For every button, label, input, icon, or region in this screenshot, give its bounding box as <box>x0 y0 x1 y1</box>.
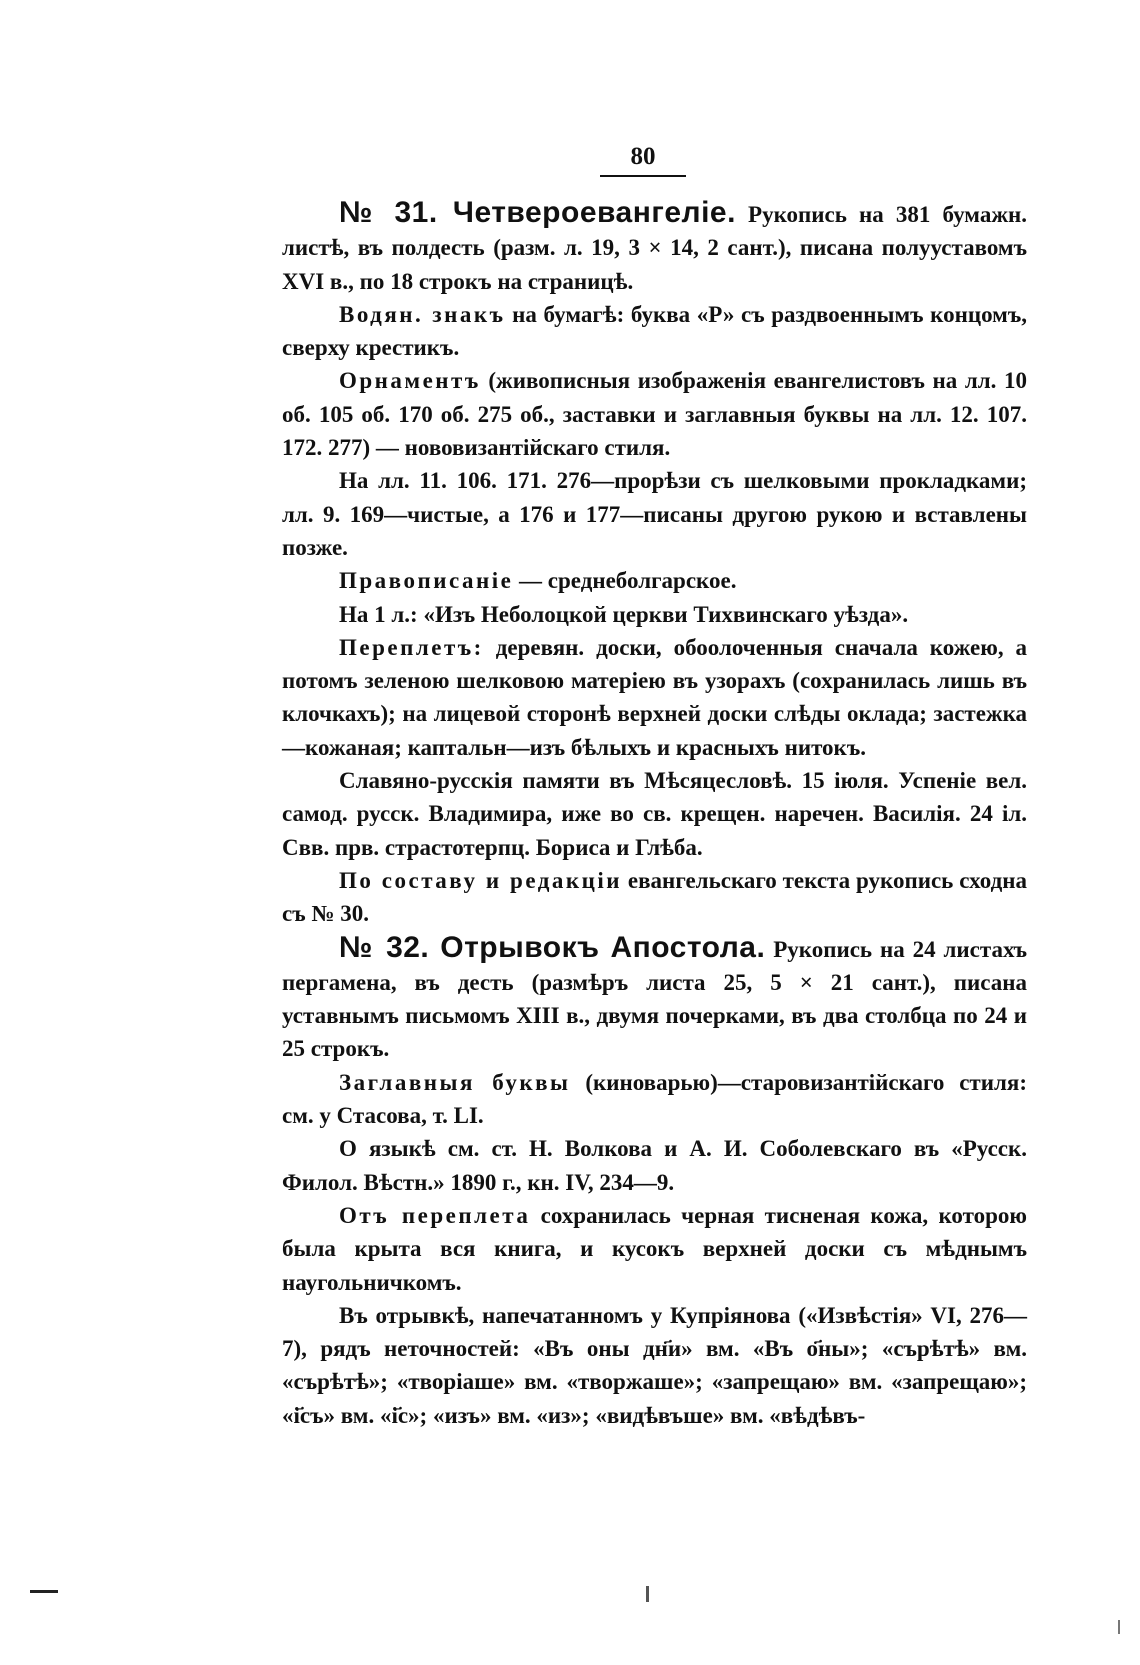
paragraph-lead: На лл. <box>339 468 410 494</box>
paragraph-lead: По составу и редакціи <box>339 867 623 893</box>
paragraph-lead: Заглавныя буквы <box>339 1069 571 1095</box>
entry-heading: № 31. Четвероевангеліе. <box>339 196 736 229</box>
paragraph-text: напечатанномъ у Купріянова («Извѣстія» VI, 276—7), рядъ неточностей: «Въ оны дн҃и» вм. «Въ о҃ны»; «сърѣтѣ» вм. «сърѣтѣ»; «творіаше» вм. «творжаше»; «запрещаю» вм. «запрещаю»; «і҃съ» вм. «і҃с»; «изъ» вм. «из»; «видѣвъше» вм. «вѣдѣвъ- <box>282 1302 1027 1428</box>
paragraph-text: Рукопись на 24 листахъ пергамена, въ десть (размѣръ листа 25, 5 × 21 сант.), писана уставнымъ письмомъ XIII в., двумя почерками, въ два столбца по 24 и 25 строкъ. <box>282 936 1027 1062</box>
entry-32-intro <box>282 931 1027 1066</box>
paragraph-lead: Правописаніе <box>339 568 514 594</box>
paragraph-text: сохранилась черная тисненая кожа, которою была крыта вся книга, и кусокъ верхней доски съ мѣднымъ наугольничкомъ. <box>282 1202 1027 1295</box>
paragraph-lead: Въ отрывкѣ, <box>339 1302 475 1328</box>
scan-mark-right <box>1118 1620 1120 1634</box>
paragraph-lead: На 1 л.: <box>339 601 418 627</box>
paragraph <box>282 1066 1027 1133</box>
paragraph-text: деревян. доски, обоолоченныя сначала кожею, а потомъ зеленою шелковою матеріею въ узорахъ (сохранилась лишь въ клочкахъ); на лицевой сторонѣ верхней доски слѣды оклада; застежка—кожаная; каптальн—изъ бѣлыхъ и красныхъ нитокъ. <box>282 634 1027 760</box>
paragraph-lead: Орнаментъ <box>339 368 481 394</box>
scan-mark-left <box>30 1590 58 1593</box>
text-column <box>282 196 1027 1432</box>
paragraph <box>282 598 1027 631</box>
scan-mark-center <box>646 1586 649 1602</box>
paragraph <box>282 864 1027 931</box>
paragraph-text: (живописныя изображенія евангелистовъ на лл. 10 об. 105 об. 170 об. 275 об., заставки и заглавныя буквы на лл. 12. 107. 172. 277) — нововизантійскаго стиля. <box>282 368 1027 461</box>
paragraph-text: Славяно-русскія памяти въ Мѣсяцесловѣ. 15 іюля. Успеніе вел. самод. русск. Владимира, иже во св. крещен. наречен. Василія. 24 іл. Свв. прв. страстотерпц. Бориса и Глѣба. <box>282 768 1027 860</box>
paragraph-text: см. ст. Н. Волкова и А. И. Соболевскаго въ «Русск. Филол. Вѣстн.» 1890 г., кн. IV, 234—9. <box>282 1136 1027 1195</box>
page-number: 80 <box>600 143 686 177</box>
paragraph-text: — среднеболгарское. <box>513 568 737 594</box>
paragraph-text: 11. 106. 171. 276—прорѣзи съ шелковыми прокладками; лл. 9. 169—чистые, а 176 и 177—писаны другою рукою и вставлены позже. <box>282 468 1028 560</box>
paragraph <box>282 1199 1027 1299</box>
paragraph-lead: О языкѣ <box>339 1136 436 1162</box>
paragraph <box>282 1132 1027 1199</box>
paragraph-text: «Изъ Неболоцкой церкви Тихвинскаго уѣзда». <box>417 601 909 627</box>
paragraph <box>282 764 1027 864</box>
paragraph <box>282 364 1027 464</box>
paragraph-text: на бумагѣ: буква «Р» съ раздвоеннымъ концомъ, сверху крестикъ. <box>282 301 1027 361</box>
paragraph <box>282 298 1027 365</box>
paragraph <box>282 631 1027 764</box>
paragraph-lead: Отъ переплета <box>339 1202 531 1228</box>
paragraph <box>282 1299 1027 1432</box>
entry-heading: № 32. Отрывокъ Апостола. <box>339 930 766 964</box>
paragraph-text: (киноварью)—старовизантійскаго стиля: см. у Стасова, т. LI. <box>282 1069 1027 1129</box>
paragraph-text: евангельскаго текста рукопись сходна съ № 30. <box>282 867 1028 927</box>
paragraph <box>282 464 1027 564</box>
paragraph-lead: Водян. знакъ <box>339 301 506 327</box>
paragraph-text: Рукопись на 381 бумажн. листѣ, въ полдесть (разм. л. 19, 3 × 14, 2 сант.), писана полууставомъ XVI в., по 18 строкъ на страницѣ. <box>282 202 1027 294</box>
paragraph <box>282 564 1027 597</box>
entry-31-intro <box>282 196 1027 298</box>
paragraph-lead: Переплетъ: <box>339 634 484 660</box>
